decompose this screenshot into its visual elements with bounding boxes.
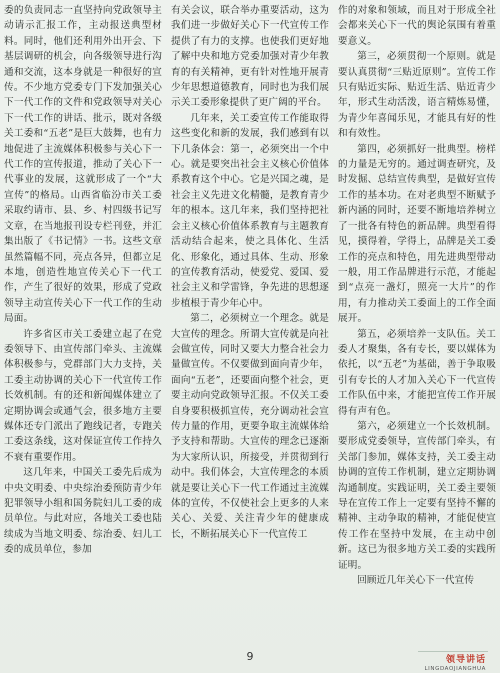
- paragraph: 几年来，关工委宣传工作能取得这些变化和新的发展，我们感到有以下几条体会：第一，必须突出一个中心。就是要突出社会主义核心价值体系教育这个中心。它是兴国之魂，是社会主义先进文化精髓，是教育青少年的根本。这几年来，我们坚持把社会主义核心价值体系教育与主题教育活动结合起来，使之具体化、生活化、形象化，通过具体、生动、形象的宣传教育活动，使爱党、爱国、爱社会主义和学雷锋，争先进的思想逐步植根于青少年心中。: [171, 112, 329, 309]
- text-column-right: [338, 3, 496, 618]
- brand-pinyin: LINGDAOJIANGHUA: [424, 666, 486, 672]
- brand-title: 领导讲话: [445, 655, 486, 665]
- text-column-middle: [171, 3, 329, 618]
- paragraph: 回顾近几年关心下一代宣传: [357, 575, 475, 587]
- text-column-left: [4, 3, 162, 618]
- column-brand: [424, 652, 486, 672]
- paragraph: 第三，必须贯彻一个原则。就是要认真贯彻“三贴近原则”。宣传工作只有贴近实际、贴近生活、贴近青少年，形式生动活泼，语言精炼易懂，为青少年喜闻乐见，才能具有好的性和有效性。: [338, 51, 496, 140]
- paragraph: 作的对象和领域，而且对于形成全社会都来关心下一代的舆论氛围有着重要意义。: [338, 5, 496, 47]
- paragraph: 第五，必须培养一支队伍。关工委人才聚集，各有专长，要以媒体为依托，以“五老”为基础，善于争取吸引有专长的人才加入关心下一代宣传工作队伍中来，才能把宣传工作开展得有声有色。: [338, 328, 496, 417]
- paragraph: 有关会议，联合举办重要活动，这为我们进一步做好关心下一代宣传工作提供了有力的支撑。也使我们更好地了解中央和地方党委加强对青少年教育的有关精神，更有针对性地开展青少年思想道德教育，同时也为我们展示关工委形象提供了更广阔的平台。: [171, 5, 329, 109]
- paragraph: 第六，必须建立一个长效机制。要形成党委领导，宣传部门牵头，有关部门参加，媒体支持，关工委主动协调的宣传工作机制，建立定期协调沟通制度。实践证明，关工委主要领导在宣传工作上一定要有坚持不懈的精神、主动争取的精神，才能促使宣传工作在坚持中发展，在主动中创新。这已为很多地方关工委的实践所证明。: [338, 420, 496, 571]
- paragraph: 许多省区市关工委建立起了在党委领导下、由宣传部门牵头、主流媒体积极参与，党群部门大力支持，关工委主动协调的关心下一代宣传工作长效机制。有的还和新闻媒体建立了定期协调会或通气会，很多地方主要媒体还专门派出了跑线记者，专跑关工委这条线，这对保证宣传工作持久不衰有重要作用。: [4, 328, 162, 463]
- paragraph: 第四，必须抓好一批典型。榜样的力量是无穷的。通过调查研究，及时发掘、总结宣传典型，是做好宣传工作的基本功。在对老典型不断赋予新内涵的同时，还要不断地培养树立了一批各有特色的新品牌。典型看得见，摸得着，学得上，品牌是关工委工作的亮点和特色，用先进典型带动一般，用工作品牌进行示范，才能起到“点亮一盏灯，照亮一大片”的作用，有力推动关工委面上的工作全面展开。: [338, 143, 496, 325]
- page-number: 9: [246, 650, 254, 663]
- paragraph: 这几年来，中国关工委先后成为中央文明委、中央综治委预防青少年犯罪领导小组和国务院妇儿工委的成员单位。与此对应，各地关工委也陆续成为当地文明委、综治委、妇儿工委的成员单位，参加: [4, 467, 162, 556]
- paragraph: 第二，必须树立一个理念。就是大宣传的理念。所谓大宣传就是向社会做宣传，同时又要大力整合社会力量做宣传。不仅要做到面向青少年，面向“五老”，还要面向整个社会，更要主动向党政领导汇报。不仅关工委自身要积极抓宣传，充分调动社会宣传力量的作用，更要争取主流媒体给予支持和帮助。大宣传的理念已逐渐为大家所认识，所接受，并贯彻到行动中。我们体会，大宣传理念的本质就是要让关心下一代工作通过主流媒体的宣传，不仅使社会上更多的人来关心、关爱、关注青少年的健康成长，不断拓展关心下一代宣传工: [171, 313, 329, 540]
- paragraph: 委的负责同志一直坚持向党政领导主动请示汇报工作，主动报送典型材料。同时，他们还利用外出开会、下基层调研的机会，向各级领导进行沟通和交流，这本身就是一种很好的宣传。不少地方党委专门下发加强关心下一代工作的文件和党政领导对关心下一代工作的讲话、批示，既对各级关工委和“五老”是巨大鼓舞，也有力地促进了主流媒体积极参与关心下一代工作的宣传报道，推动了关心下一代事业的发展，这就形成了一个“大宣传”的格局。山西省临汾市关工委采取约请市、县、乡、村四级书记写文章，在当地报刊设专栏刊登，并汇集出版了《书记情》一书。这些文章虽然篇幅不同，亮点各异，但都立足本地，创造性地宣传关心下一代工作，产生了很好的效果，形成了党政领导主动宣传关心下一代工作的生动局面。: [4, 5, 162, 325]
